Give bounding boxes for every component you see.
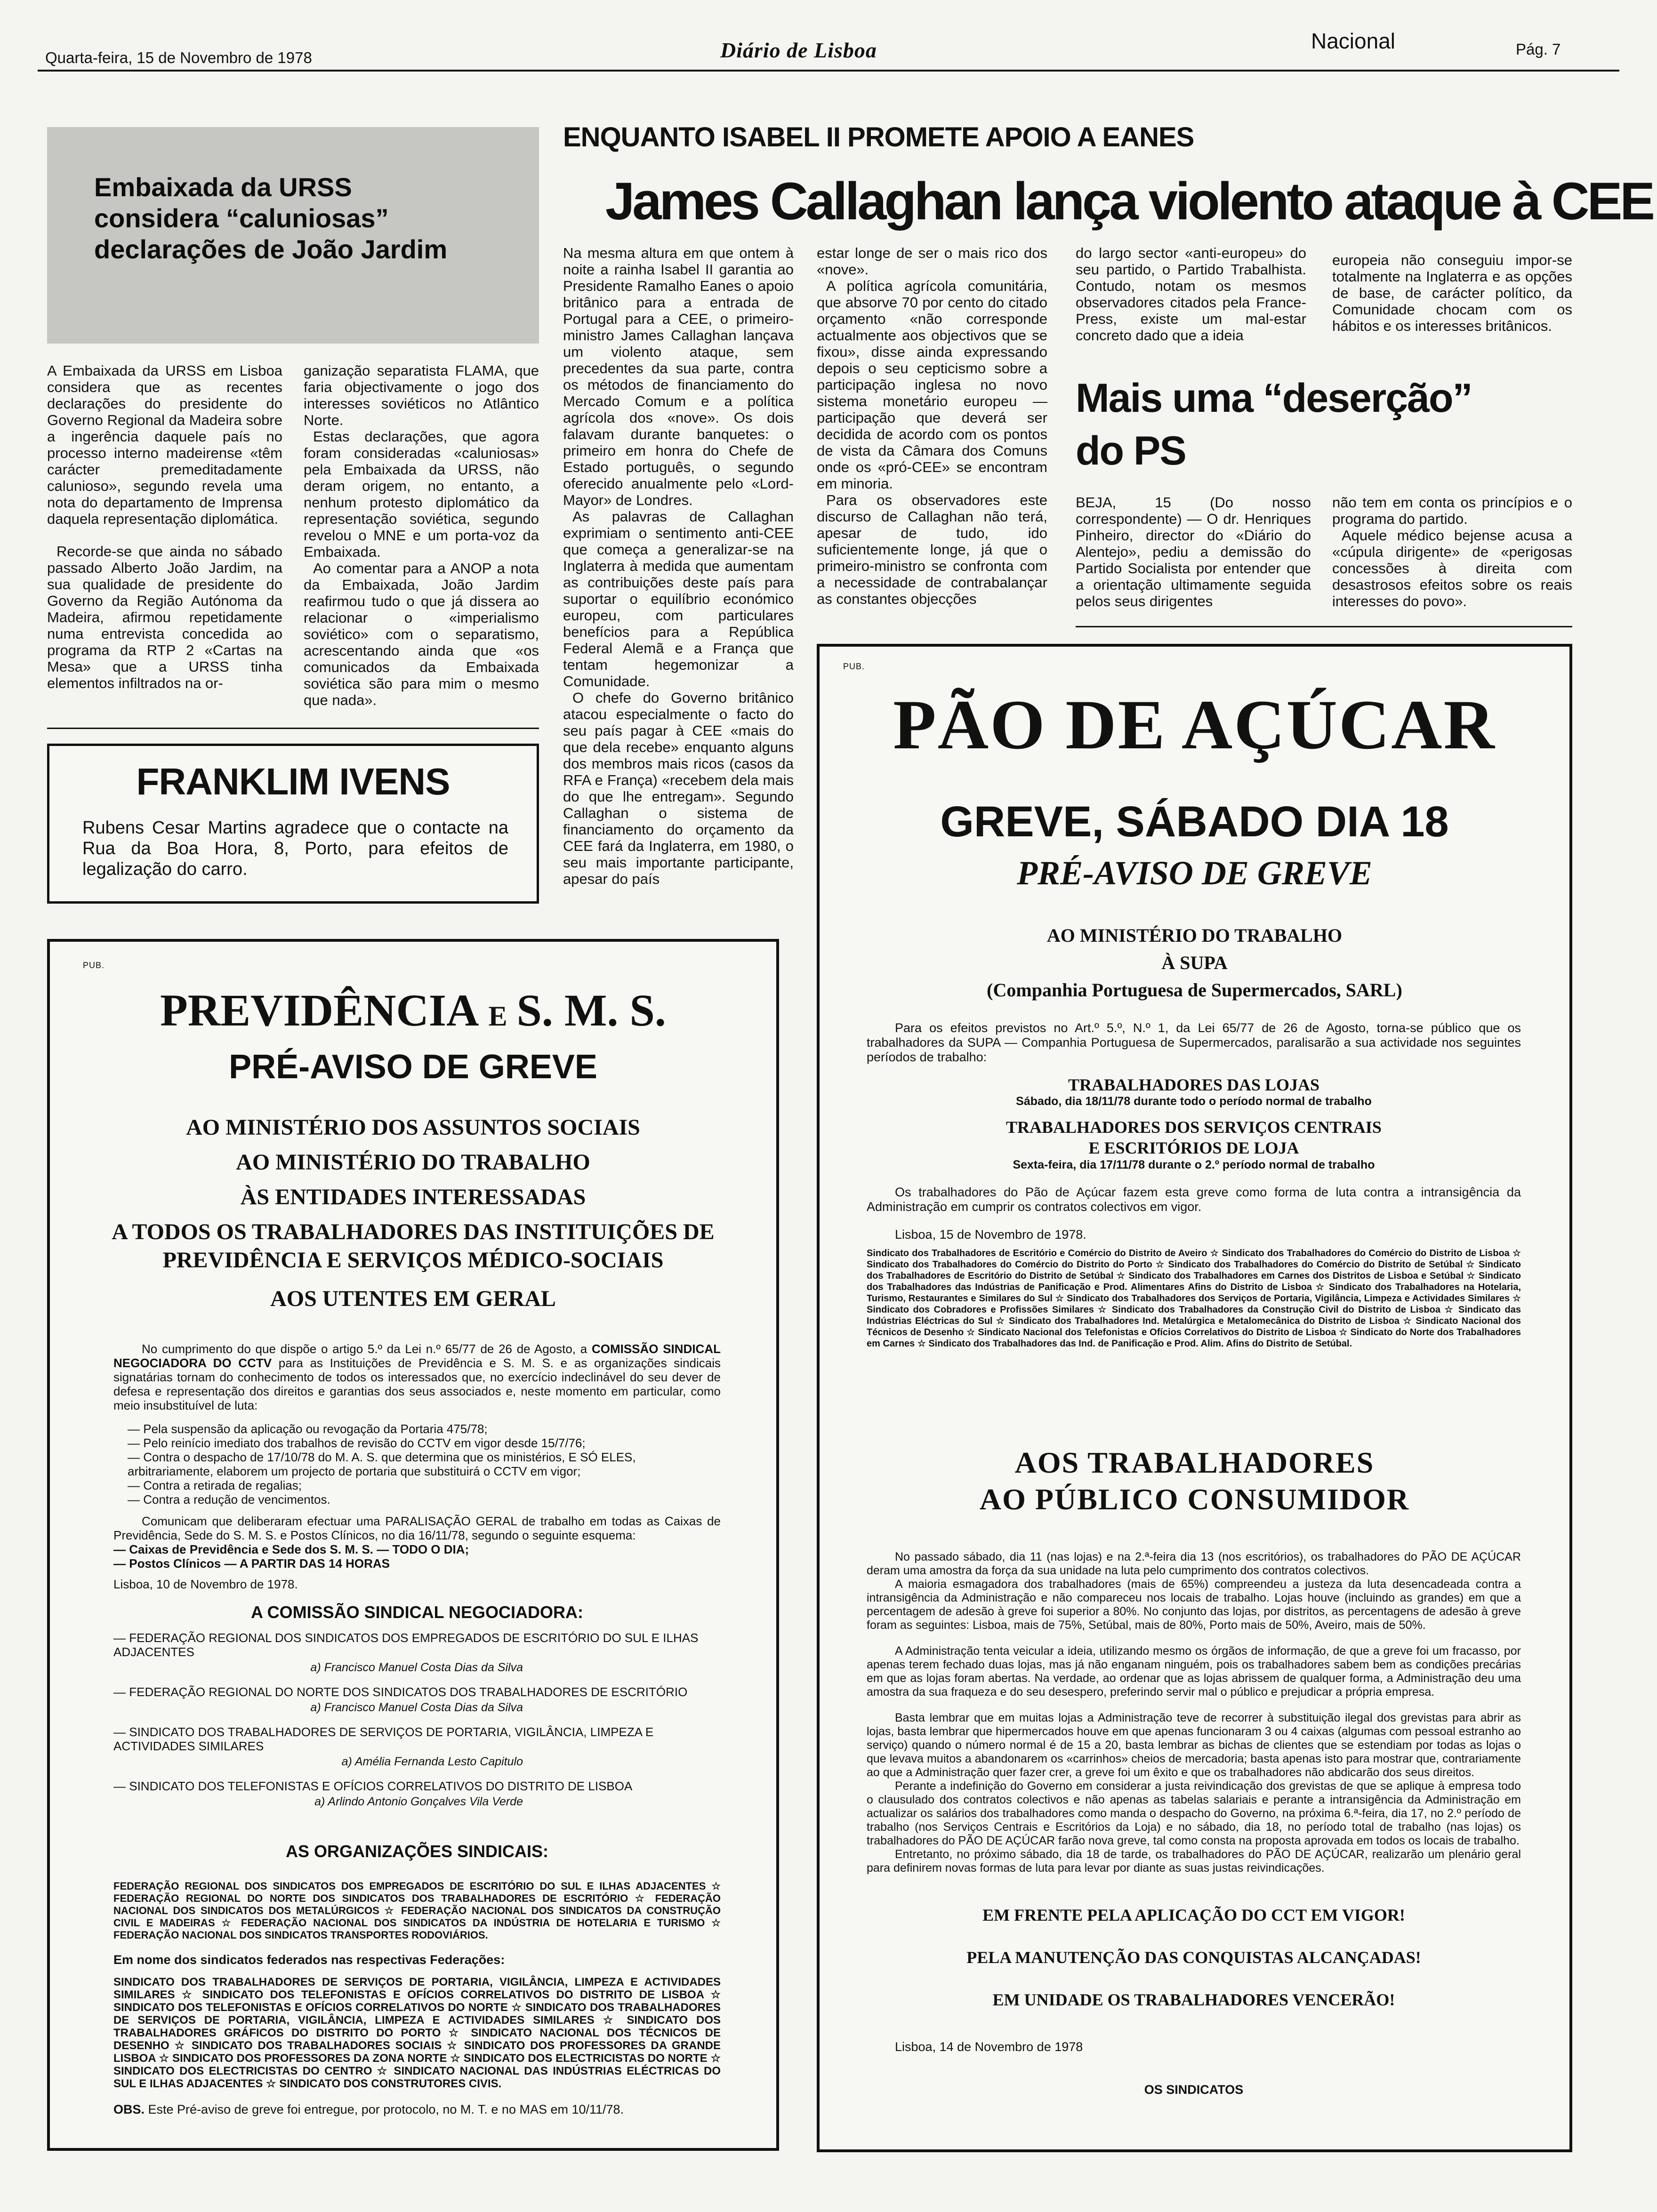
ps-bottom-rule xyxy=(1076,626,1572,627)
urss-column-1: A Embaixada da URSS em Lisboa considera que as recentes declarações do presidente do Governo Regional da Madeira sobre a ingerência daquele país no processo interno madeirense «têm carácter premeditadamente calunioso», segundo revela uma nota do departamento de Imprensa daquela representação diplomática. Recorde-se que ainda no sábado passado Alberto João Jardim, na sua qualidade de presidente do Governo da Região Autónoma da Madeira, afirmou repetidamente numa entrevista concedida ao programa da RTP 2 «Cartas na Mesa» que a URSS tinha elementos infiltrados na or- xyxy=(47,362,282,691)
previdencia-date: Lisboa, 10 de Novembro de 1978. xyxy=(113,1577,298,1591)
pao-de-acucar-ad xyxy=(817,644,1572,2152)
pao-body-top: Para os efeitos previstos no Art.º 5.º, N.º 1, da Lei 65/77 de 26 de Agosto, torna-se público que os trabalhadores da SUPA — Companhia Portuguesa de Supermercados, paralisarão a sua actividade nos seguintes períodos de trabalho: TRABALHADORES DAS LOJAS Sábado, dia 18/11/78 durante todo o período normal de trabalho TRABALHADORES DOS SERVIÇOS CENTRAIS E ESCRITÓRIOS DE LOJA Sexta-feira, dia 17/11/78 durante o 2.º período normal de trabalho Os trabalhadores do Pão de Açúcar fazem esta greve como forma de luta contra a intransigência da Administração em cumprir os contratos colectivos em vigor. Lisboa, 15 de Novembro de 1978. Sindicato dos Trabalhadores de Escritório e Comércio do Distrito de Aveiro ☆ Sindicato dos Trabalhadores do Comércio do Distrito de Lisboa ☆ Sindicato dos Trabalhadores do Comércio do Distrito do Porto ☆ Sindicato dos Trabalhadores do Comércio do Distrito de Setúbal ☆ Sindicato dos Trabalhadores de Escritório do Distrito de Setúbal ☆ Sindicato dos Trabalhadores em Carnes dos Distritos de Lisboa e Setúbal ☆ Sindicato dos Trabalhadores das Indústrias de Panificação e Prod. Alimentares Afins do Distrito de Lisboa ☆ Sindicato dos Trabalhadores na Hotelaria, Turismo, Restaurantes e Similares do Sul ☆ Sindicato dos Trabalhadores dos Serviços de Portaria, Vigilância, Limpeza e Actividades Similares ☆ Sindicato dos Cobradores e Profissões Similares ☆ Sindicato dos Trabalhadores da Construção Civil do Distrito de Lisboa ☆ Sindicato das Indústrias Eléctricas do Sul ☆ Sindicato dos Trabalhadores Ind. Metalúrgica e Metalomecânica do Distrito de Lisboa ☆ Sindicato Nacional dos Técnicos de Desenho ☆ Sindicato Nacional dos Telefonistas e Ofícios Correlativos do Distrito de Lisboa ☆ Sindicato do Norte dos Trabalhadores em Carnes ☆ Sindicato dos Trabalhadores das Ind. de Panificação e Prod. Alim. Afins do Distrito de Setúbal. xyxy=(867,1021,1521,1349)
ps-column-2: não tem em conta os princípios e o programa do partido. Aquele médico bejense acusa a «cúpula dirigente» de «perigosas concessões à direita com desastrosos efeitos sobre os reais interesses do povo». xyxy=(1332,494,1572,609)
orgs-text: FEDERAÇÃO REGIONAL DOS SINDICATOS DOS EMPREGADOS DE ESCRITÓRIO DO SUL E ILHAS ADJACENTES ☆ FEDERAÇÃO REGIONAL DO NORTE DOS SINDICATOS DOS TRABALHADORES DE ESCRITÓRIO ☆ FEDERAÇÃO NACIONAL DOS SINDICATOS DOS METALÚRGICOS ☆ FEDERAÇÃO NACIONAL DOS SINDICATOS DA CONSTRUÇÃO CIVIL E MADEIRAS ☆ FEDERAÇÃO NACIONAL DOS SINDICATOS DA INDÚSTRIA DE HOTELARIA E TURISMO ☆ FEDERAÇÃO NACIONAL DOS SINDICATOS TRANSPORTES RODOVIÁRIOS. xyxy=(113,1880,721,1941)
previdencia-body: No cumprimento do que dispõe o artigo 5.º da Lei n.º 65/77 de 26 de Agosto, a COMISSÃO SINDICAL NEGOCIADORA DO CCTV para as Instituições de Previdência e S. M. S. e as organizações sindicais signatárias tornam do conhecimento de todos os interessados que, no exercício indeclinável do seu dever de defesa e representação dos direitos e garantias dos seus associados e, neste momento em particular, como meio insubstituível de luta: — Pela suspensão da aplicação ou revogação da Portaria 475/78; — Pelo reinício imediato dos trabalhos de revisão do CCTV em vigor desde 15/7/76; — Contra o despacho de 17/10/78 do M. A. S. que determina que os ministérios, E SÓ ELES, arbitrariamente, elaborem um projecto de portaria que substituirá o CCTV em vigor; — Contra a retirada de regalias; — Contra a redução de vencimentos. Comunicam que deliberaram efectuar uma PARALISAÇÃO GERAL de trabalho em todas as Caixas de Previdência, Sede do S. M. S. e Postos Clínicos, no dia 16/11/78, segundo o seguinte esquema: — Caixas de Previdência e Sede dos S. M. S. — TODO O DIA; — Postos Clínicos — A PARTIR DAS 14 HORAS Lisboa, 10 de Novembro de 1978. A COMISSÃO SINDICAL NEGOCIADORA: — FEDERAÇÃO REGIONAL DOS SINDICATOS DOS EMPREGADOS DE ESCRITÓRIO DO SUL E ILHAS ADJACENTES a) Francisco Manuel Costa Dias da Silva — FEDERAÇÃO REGIONAL DO NORTE DOS SINDICATOS DOS TRABALHADORES DE ESCRITÓRIO a) Francisco Manuel Costa Dias da Silva — SINDICATO DOS TRABALHADORES DE SERVIÇOS DE PORTARIA, VIGILÂNCIA, LIMPEZA E ACTIVIDADES SIMILARES a) Amélia Fernanda Lesto Capitulo — SINDICATO DOS TELEFONISTAS E OFÍCIOS CORRELATIVOS DO DISTRITO DE LISBOA a) Arlindo Antonio Gonçalves Vila Verde AS ORGANIZAÇÕES SINDICAIS: FEDERAÇÃO REGIONAL DOS SINDICATOS DOS EMPREGADOS DE ESCRITÓRIO DO SUL E ILHAS ADJACENTES ☆ FEDERAÇÃO REGIONAL DO NORTE DOS SINDICATOS DOS TRABALHADORES DE ESCRITÓRIO ☆ FEDERAÇÃO NACIONAL DOS SINDICATOS DOS METALÚRGICOS ☆ FEDERAÇÃO NACIONAL DOS SINDICATOS DA CONSTRUÇÃO CIVIL E MADEIRAS ☆ FEDERAÇÃO NACIONAL DOS SINDICATOS DA INDÚSTRIA DE HOTELARIA E TURISMO ☆ FEDERAÇÃO NACIONAL DOS SINDICATOS TRANSPORTES RODOVIÁRIOS. Em nome dos sindicatos federados nas respectivas Federações: SINDICATO DOS TRABALHADORES DE SERVIÇOS DE PORTARIA, VIGILÂNCIA, LIMPEZA E ACTIVIDADES SIMILARES ☆ SINDICATO DOS TELEFONISTAS E OFÍCIOS CORRELATIVOS DO DISTRITO DE LISBOA ☆ SINDICATO DOS TELEFONISTAS E OFÍCIOS CORRELATIVOS DO NORTE ☆ SINDICATO DOS TRABALHADORES DE SERVIÇOS DE PORTARIA, VIGILÂNCIA, LIMPEZA E ACTIVIDADES SIMILARES ☆ SINDICATO DOS TRABALHADORES GRÁFICOS DO DISTRITO DO PORTO ☆ SINDICATO NACIONAL DOS TÉCNICOS DE DESENHO ☆ SINDICATO DOS TRABALHADORES SOCIAIS ☆ SINDICATO DOS PROFESSORES DA GRANDE LISBOA ☆ SINDICATO DOS PROFESSORES DA ZONA NORTE ☆ SINDICATO DOS ELECTRICISTAS DO NORTE ☆ SINDICATO DOS ELECTRICISTAS DO CENTRO ☆ SINDICATO NACIONAL DAS INDÚSTRIAS ELÉCTRICAS DO SUL E ILHAS ADJACENTES ☆ SINDICATO DOS CONSTRUTORES CIVIS. OBS. Este Pré-aviso de greve foi entregue, por protocolo, no M. T. e no MAS em 10/11/78. xyxy=(113,1342,721,2116)
pao-signature: OS SINDICATOS xyxy=(1144,2083,1244,2097)
masthead-paper-name: Diário de Lisboa xyxy=(720,38,877,62)
masthead-section: Nacional xyxy=(1311,29,1395,53)
masthead-page-number: Pág. 7 xyxy=(1516,40,1561,58)
previdencia-addressees: AO MINISTÉRIO DOS ASSUNTOS SOCIAIS AO MINISTÉRIO DO TRABALHO ÀS ENTIDADES INTERESSADAS A TODOS OS TRABALHADORES DAS INSTITUIÇÕES DE PREVIDÊNCIA E SERVIÇOS MÉDICO-SOCIAIS AOS UTENTES EM GERAL xyxy=(112,1115,715,1311)
previdencia-intro: No cumprimento do que dispõe o artigo 5.º da Lei n.º 65/77 de 26 de Agosto, a COMISSÃO SINDICAL NEGOCIADORA DO CCTV para as Instituições de Previdência e S. M. S. e as organizações sindicais signatárias tornam do conhecimento de todos os interessados que, no exercício indeclinável do seu dever de defesa e representação dos direitos e garantias dos seus associados e, neste momento em particular, como meio insubstituível de luta: xyxy=(113,1342,721,1412)
masthead-date: Quarta-feira, 15 de Novembro de 1978 xyxy=(45,49,312,66)
ps-headline: Mais uma “deserção” do PS xyxy=(1076,376,1472,473)
callaghan-headline: James Callaghan lança violento ataque à CEE xyxy=(605,172,1653,231)
franklim-title: FRANKLIM IVENS xyxy=(136,761,450,802)
callaghan-column-1: Na mesma altura em que ontem à noite a rainha Isabel II garantia ao Presidente Ramalho Eanes o apoio britânico para a entrada de Portugal para a CEE, o primeiro-ministro James Callaghan lançava um violento ataque, sem precedentes da sua parte, contra os métodos de financiamento do Mercado Comum e a política agrícola dos «nove». Os dois falavam durante banquetes: o primeiro em honra do Chefe de Estado português, o segundo oferecido anualmente pelo «Lord-Mayor» de Londres. As palavras de Callaghan exprimiam o sentimento anti-CEE que começa a generalizar-se na Inglaterra à medida que aumentam as contribuições deste país para suportar o equilíbrio económico europeu, com particulares benefícios para a República Federal Alemã e a França que tentam hegemonizar a Comunidade. O chefe do Governo britânico atacou especialmente o facto do seu país pagar à CEE «mais do que dela recebe» enquanto alguns dos membros mais ricos (casos da RFA e França) «recebem dela mais do que lhe entregam». Segundo Callaghan o sistema de financiamento do orçamento da CEE fará da Inglaterra, em 1980, o seu mais importante participante, apesar do país xyxy=(563,245,794,887)
commission-title: A COMISSÃO SINDICAL NEGOCIADORA: xyxy=(250,1603,584,1622)
pao-body-bottom: No passado sábado, dia 11 (nas lojas) e na 2.ª-feira dia 13 (nos escritórios), os trabalhadores do PÃO DE AÇÚCAR deram uma amostra da força da sua unidade na luta pelo cumprimento dos contratos colectivos. A maioria esmagadora dos trabalhadores (mais de 65%) compreendeu a justeza da luta desencadeada contra a intransigência da Administração e não compareceu nos locais de trabalho. Lojas houve (incluindo as grandes) em que a percentagem de adesão à greve foi superior a 80%. No conjunto das lojas, por distritos, as percentagens de adesão à greve foram as seguintes: Lisboa, mais de 75%, Setúbal, mais de 80%, Porto mais de 50%, Aveiro, mais de 50%. A Administração tenta veicular a ideia, utilizando mesmo os órgãos de informação, de que a greve foi um fracasso, por apenas terem fechado duas lojas, mas já não enganam ninguém, pois os trabalhadores sabem bem as condições precárias em que as lojas foram abertas. Na verdade, ao ordenar que as lojas abrissem de qualquer forma, a Administração deu uma amostra da sua fraqueza e do seu desespero, preferindo servir mal o público e prejudicar a própria empresa. Basta lembrar que em muitas lojas a Administração teve de recorrer à substituição ilegal dos grevistas para abrir as lojas, basta lembrar que hipermercados houve em que apenas funcionaram 3 ou 4 caixas (algumas com pessoal estranho ao serviço) quando o número normal é de 15 a 20, basta lembrar as bichas de clientes que se estendiam por todas as lojas o que levava muitos a abandonarem os «carrinhos» cheios de mercadoria; basta apenas isto para mostrar que, contrariamente ao que a Administração quer fazer crer, a greve foi um êxito e que os trabalhadores não abdicarão dos seus direitos. Perante a indefinição do Governo em considerar a justa reivindicação dos grevistas de que se aplique à empresa todo o clausulado dos contratos colectivos e não apenas as tabelas salariais e perante a intransigência da Administração em actualizar os salários dos trabalhadores como manda o despacho do Governo, na próxima 6.ª-feira, dia 17, no 2.º período de trabalho (nos Serviços Centrais e Escritórios da Loja) e no sábado, dia 18, no período total de trabalho (nas lojas) os trabalhadores do PÃO DE AÇÚCAR farão nova greve, tal como consta na proposta aprovada em todos os locais de trabalho. Entretanto, no próximo sábado, dia 18 de tarde, os trabalhadores do PÃO DE AÇÚCAR, realizarão um plenário geral para definirem novas formas de luta para levar por diante as suas justas reivindicações. EM FRENTE PELA APLICAÇÃO DO CCT EM VIGOR! PELA MANUTENÇÃO DAS CONQUISTAS ALCANÇADAS! EM UNIDADE OS TRABALHADORES VENCERÃO! Lisboa, 14 de Novembro de 1978 OS SINDICATOS xyxy=(867,1550,1521,2097)
pub-label: PUB. xyxy=(843,662,865,671)
pao-aos-heading: AOS TRABALHADORES AO PÚBLICO CONSUMIDOR xyxy=(979,1446,1410,1516)
callaghan-column-2: estar longe de ser o mais rico dos «nove». A política agrícola comunitária, que absorve 70 por cento do citado orçamento «não corresponde actualmente aos objectivos que se fixou», disse ainda expressando depois o seu cepticismo sobre a participação inglesa no novo sistema monetário europeu — participação que deverá ser decidida de acordo com os pontos de vista da Câmara dos Comuns onde os «pró-CEE» se encontram em minoria. Para os observadores este discurso de Callaghan não terá, apesar de tudo, ido suficientemente longe, já que o primeiro-ministro se confronta com a necessidade de contrabalançar as constantes objecções xyxy=(817,245,1047,607)
urss-headline-panel xyxy=(47,127,539,344)
ps-column-1: BEJA, 15 (Do nosso correspondente) — O dr. Henriques Pinheiro, director do «Diário do Alentejo», pediu a demissão do Partido Socialista por entender que a orientação ultimamente seguida pelos seus dirigentes xyxy=(1076,494,1311,609)
pao-title: PÃO DE AÇÚCAR xyxy=(893,686,1496,764)
federated-text: SINDICATO DOS TRABALHADORES DE SERVIÇOS DE PORTARIA, VIGILÂNCIA, LIMPEZA E ACTIVIDADES SIMILARES ☆ SINDICATO DOS TELEFONISTAS E OFÍCIOS CORRELATIVOS DO DISTRITO DE LISBOA ☆ SINDICATO DOS TELEFONISTAS E OFÍCIOS CORRELATIVOS DO NORTE ☆ SINDICATO DOS TRABALHADORES DE SERVIÇOS DE PORTARIA, VIGILÂNCIA, LIMPEZA E ACTIVIDADES SIMILARES ☆ SINDICATO DOS TRABALHADORES GRÁFICOS DO DISTRITO DO PORTO ☆ SINDICATO NACIONAL DOS TÉCNICOS DE DESENHO ☆ SINDICATO DOS TRABALHADORES SOCIAIS ☆ SINDICATO DOS PROFESSORES DA GRANDE LISBOA ☆ SINDICATO DOS PROFESSORES DA ZONA NORTE ☆ SINDICATO DOS ELECTRICISTAS DO NORTE ☆ SINDICATO DOS ELECTRICISTAS DO CENTRO ☆ SINDICATO NACIONAL DAS INDÚSTRIAS ELÉCTRICAS DO SUL E ILHAS ADJACENTES ☆ SINDICATO DOS CONSTRUTORES CIVIS. xyxy=(113,1976,721,2090)
previdencia-obs: OBS. Este Pré-aviso de greve foi entregue, por protocolo, no M. T. e no MAS em 10/11/78. xyxy=(113,2102,624,2116)
pao-unions: Sindicato dos Trabalhadores de Escritório e Comércio do Distrito de Aveiro ☆ Sindicato dos Trabalhadores do Comércio do Distrito de Lisboa ☆ Sindicato dos Trabalhadores do Comércio do Distrito do Porto ☆ Sindicato dos Trabalhadores do Comércio do Distrito de Setúbal ☆ Sindicato dos Trabalhadores de Escritório do Distrito de Setúbal ☆ Sindicato dos Trabalhadores em Carnes dos Distritos de Lisboa e Setúbal ☆ Sindicato dos Trabalhadores das Indústrias de Panificação e Prod. Alimentares Afins do Distrito de Lisboa ☆ Sindicato dos Trabalhadores na Hotelaria, Turismo, Restaurantes e Similares do Sul ☆ Sindicato dos Trabalhadores dos Serviços de Portaria, Vigilância, Limpeza e Actividades Similares ☆ Sindicato dos Cobradores e Profissões Similares ☆ Sindicato dos Trabalhadores da Construção Civil do Distrito de Lisboa ☆ Sindicato das Indústrias Eléctricas do Sul ☆ Sindicato dos Trabalhadores Ind. Metalúrgica e Metalomecânica do Distrito de Lisboa ☆ Sindicato Nacional dos Técnicos de Desenho ☆ Sindicato Nacional dos Telefonistas e Ofícios Correlativos do Distrito de Lisboa ☆ Sindicato do Norte dos Trabalhadores em Carnes ☆ Sindicato dos Trabalhadores das Ind. de Panificação e Prod. Alim. Afins do Distrito de Setúbal. xyxy=(867,1248,1521,1349)
urss-column-2: ganização separatista FLAMA, que faria objectivamente o jogo dos interesses soviéticos no Atlântico Norte. Estas declarações, que agora foram consideradas «caluniosas» pela Embaixada da URSS, não deram origem, no entanto, a nenhum protesto diplomático da representação soviética, segundo revelou o MNE e um porta-voz da Embaixada. Ao comentar para a ANOP a nota da Embaixada, João Jardim reafirmou tudo o que já dissera ao relacionar o «imperialismo soviético» com o separatismo, acrescentando ainda que «os comunicados da Embaixada soviética são para mim o mesmo que nada». xyxy=(304,362,539,708)
pao-greve-heading: GREVE, SÁBADO DIA 18 xyxy=(940,798,1449,846)
federated-title: Em nome dos sindicatos federados nas respectivas Federações: xyxy=(113,1953,505,1967)
callaghan-kicker: ENQUANTO ISABEL II PROMETE APOIO A EANES xyxy=(563,122,1194,152)
previdencia-ad xyxy=(47,939,779,2151)
pub-label: PUB. xyxy=(83,961,105,970)
franklim-text: Rubens Cesar Martins agradece que o contacte na Rua da Boa Hora, 8, Porto, para efeitos de legalização do carro. xyxy=(82,818,508,879)
urss-bottom-rule xyxy=(47,728,539,729)
pao-slogans: EM FRENTE PELA APLICAÇÃO DO CCT EM VIGOR! PELA MANUTENÇÃO DAS CONQUISTAS ALCANÇADAS! EM UNIDADE OS TRABALHADORES VENCERÃO! xyxy=(966,1906,1421,2009)
previdencia-demands: — Pela suspensão da aplicação ou revogação da Portaria 475/78; — Pelo reinício imediato dos trabalhos de revisão do CCTV em vigor desde 15/7/76; — Contra o despacho de 17/10/78 do M. A. S. que determina que os ministérios, E SÓ ELES, arbitrariamente, elaborem um projecto de portaria que substituirá o CCTV em vigor; — Contra a retirada de regalias; — Contra a redução de vencimentos. xyxy=(128,1422,636,1507)
pao-date: Lisboa, 15 de Novembro de 1978. xyxy=(895,1227,1086,1242)
pao-addressees: AO MINISTÉRIO DO TRABALHO À SUPA (Companhia Portuguesa de Supermercados, SARL) xyxy=(987,925,1402,1001)
callaghan-column-3: do largo sector «anti-europeu» do seu partido, o Partido Trabalhista. Contudo, notam os mesmos observadores citados pela France-Press, existe um mal-estar concreto dado que a ideia xyxy=(1076,245,1306,344)
masthead-rule xyxy=(38,70,1619,72)
franklim-ivens-notice xyxy=(47,744,539,904)
previdencia-subtitle: PRÉ-AVISO DE GREVE xyxy=(229,1048,597,1086)
urss-headline: Embaixada da URSS considera “caluniosas” declarações de João Jardim xyxy=(94,172,448,264)
pao-date-2: Lisboa, 14 de Novembro de 1978 xyxy=(895,2040,1083,2054)
callaghan-column-4: europeia não conseguiu impor-se totalmente na Inglaterra e as opções de base, de carácter político, da Comunidade chocam com os hábitos e os interesses britânicos. xyxy=(1332,252,1572,334)
pao-pre-aviso: PRÉ-AVISO DE GREVE xyxy=(1017,854,1372,892)
commission-list: — FEDERAÇÃO REGIONAL DOS SINDICATOS DOS EMPREGADOS DE ESCRITÓRIO DO SUL E ILHAS ADJACENTES a) Francisco Manuel Costa Dias da Silva — FEDERAÇÃO REGIONAL DO NORTE DOS SINDICATOS DOS TRABALHADORES DE ESCRITÓRIO a) Francisco Manuel Costa Dias da Silva — SINDICATO DOS TRABALHADORES DE SERVIÇOS DE PORTARIA, VIGILÂNCIA, LIMPEZA E ACTIVIDADES SIMILARES a) Amélia Fernanda Lesto Capitulo — SINDICATO DOS TELEFONISTAS E OFÍCIOS CORRELATIVOS DO DISTRITO DE LISBOA a) Arlindo Antonio Gonçalves Vila Verde xyxy=(113,1631,699,1808)
orgs-title: AS ORGANIZAÇÕES SINDICAIS: xyxy=(285,1842,549,1861)
previdencia-title: PREVIDÊNCIA E S. M. S. xyxy=(160,985,666,1035)
